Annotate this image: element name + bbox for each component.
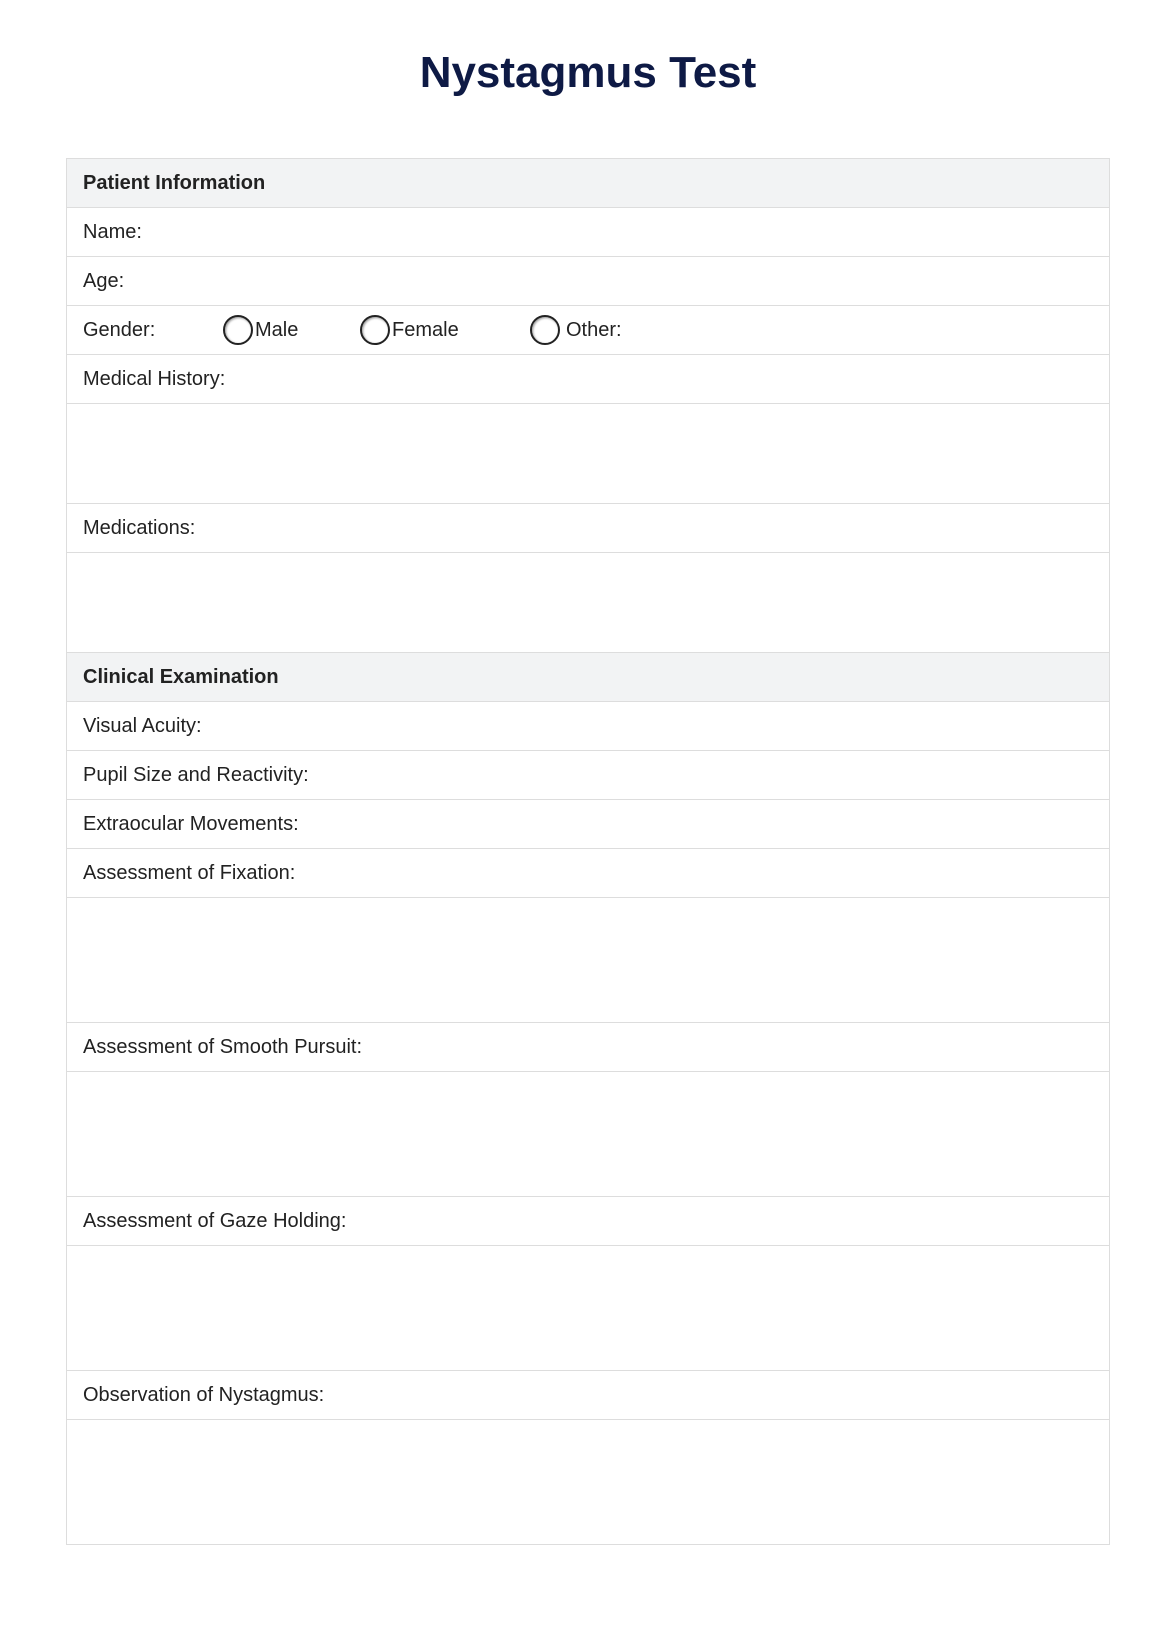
radio-label: Female	[392, 318, 459, 341]
gender-row	[67, 306, 1109, 355]
pupil-label: Pupil Size and Reactivity:	[83, 763, 309, 786]
smooth-pursuit-label-row	[67, 1023, 1109, 1072]
medications-label-row	[67, 504, 1109, 553]
radio-label: Male	[255, 318, 299, 341]
gender-radio-other[interactable]	[530, 315, 622, 345]
fixation-field[interactable]	[67, 898, 1109, 1023]
fixation-label: Assessment of Fixation:	[83, 861, 296, 884]
form-table	[66, 158, 1110, 1545]
smooth-pursuit-label: Assessment of Smooth Pursuit:	[83, 1035, 363, 1058]
medical-history-label: Medical History:	[83, 367, 226, 390]
medical-history-label-row	[67, 355, 1109, 404]
medical-history-field[interactable]	[67, 404, 1109, 504]
pupil-field[interactable]	[67, 751, 1109, 800]
gender-radio-male[interactable]	[223, 315, 360, 345]
gender-label: Gender:	[83, 318, 156, 341]
section-header-clinical-examination: Clinical Examination	[67, 653, 1109, 702]
smooth-pursuit-field[interactable]	[67, 1072, 1109, 1197]
radio-circle-icon	[223, 315, 253, 345]
nystagmus-label-row	[67, 1371, 1109, 1420]
name-field[interactable]	[67, 208, 1109, 257]
nystagmus-field[interactable]	[67, 1420, 1109, 1545]
gender-radio-female[interactable]	[360, 315, 530, 345]
page-title: Nystagmus Test	[419, 48, 757, 97]
visual-acuity-label: Visual Acuity:	[83, 714, 202, 737]
gaze-holding-label-row	[67, 1197, 1109, 1246]
name-label: Name:	[83, 220, 142, 243]
radio-label: Other:	[566, 318, 622, 341]
visual-acuity-field[interactable]	[67, 702, 1109, 751]
gaze-holding-field[interactable]	[67, 1246, 1109, 1371]
fixation-label-row	[67, 849, 1109, 898]
extraocular-field[interactable]	[67, 800, 1109, 849]
age-label: Age:	[83, 269, 125, 292]
medications-field[interactable]	[67, 553, 1109, 653]
section-header-patient-information: Patient Information	[67, 159, 1109, 208]
radio-circle-icon	[360, 315, 390, 345]
radio-circle-icon	[530, 315, 560, 345]
age-field[interactable]	[67, 257, 1109, 306]
gaze-holding-label: Assessment of Gaze Holding:	[83, 1209, 347, 1232]
nystagmus-label: Observation of Nystagmus:	[83, 1383, 325, 1406]
extraocular-label: Extraocular Movements:	[83, 812, 299, 835]
medications-label: Medications:	[83, 516, 196, 539]
